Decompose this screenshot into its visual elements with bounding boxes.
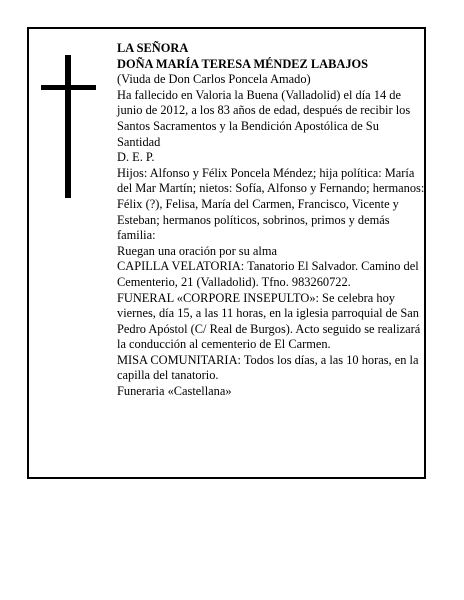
funeral-info (117, 291, 425, 353)
funeral-details: Se celebra hoy viernes, día 15, a las 11 horas, en la iglesia parroquial de San Pedro Apóstol (C/ Real de Burgos). Acto seguido se realizará la conducción al cementerio de El Carmen. (117, 290, 421, 352)
family-list: Hijos: Alfonso y Félix Poncela Méndez; hija política: María del Mar Martín; nietos: Sofía, Alfonso y Fernando; hermanos: Félix (?), Felisa, María del Carmen, Francisco, Vicente y Esteban; hermanos políticos, sobrinos, primos y demás familia: (117, 165, 425, 243)
funeral-label: FUNERAL «CORPORE INSEPULTO»: (117, 290, 319, 305)
cross-vertical-bar (65, 55, 71, 198)
mass-label: MISA COMUNITARIA: (117, 352, 241, 367)
cross-icon (41, 55, 96, 198)
deceased-name: DOÑA MARÍA TERESA MÉNDEZ LABAJOS (117, 56, 369, 71)
cross-horizontal-bar (41, 85, 96, 90)
obituary-notice (27, 27, 426, 479)
death-announcement: Ha fallecido en Valoria la Buena (Valladolid) el día 14 de junio de 2012, a los 83 años de edad, después de recibir los Santos Sacramentos y la Bendición Apostólica de Su Santidad (117, 87, 411, 149)
prayer-request: Ruegan una oración por su alma (117, 243, 277, 258)
funeral-home: Funeraria «Castellana» (117, 384, 232, 399)
mass-details: Todos los días, a las 10 horas, en la capilla del tanatorio. (117, 352, 419, 383)
dep-text: D. E. P. (117, 150, 155, 165)
obituary-text (117, 41, 425, 400)
chapel-details: Tanatorio El Salvador. Camino del Cementerio, 21 (Valladolid). Tfno. 983260722. (117, 259, 419, 289)
notice-heading: LA SEÑORA (117, 41, 189, 55)
chapel-info (117, 259, 425, 290)
mass-info (117, 353, 425, 384)
chapel-label: CAPILLA VELATORIA: (117, 259, 245, 274)
widow-of: (Viuda de Don Carlos Poncela Amado) (117, 72, 311, 87)
